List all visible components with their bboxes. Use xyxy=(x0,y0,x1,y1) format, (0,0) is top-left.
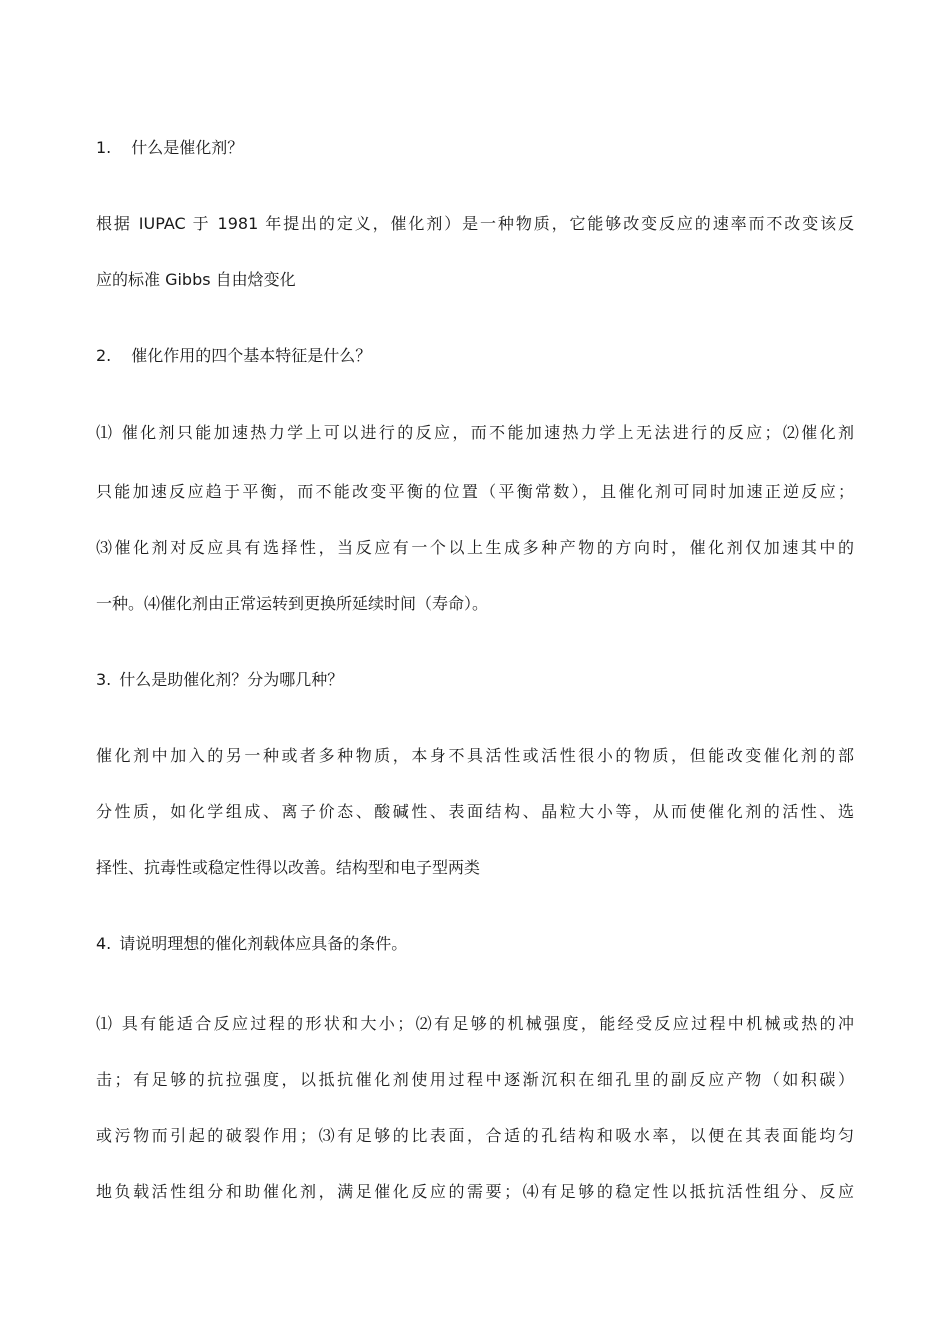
answer-2-line-1: ⑴ 催化剂只能加速热力学上可以进行的反应，而不能加速热力学上无法进行的反应；⑵催化剂 xyxy=(96,423,854,442)
question-2-number: 2. xyxy=(96,346,112,365)
answer-1-line-2: 应的标准 Gibbs 自由焓变化 xyxy=(96,270,296,289)
question-4-heading xyxy=(96,932,854,956)
question-1-heading xyxy=(96,136,854,160)
answer-3-line-1: 催化剂中加入的另一种或者多种物质，本身不具活性或活性很小的物质，但能改变催化剂的部 xyxy=(96,746,854,765)
answer-2-line-3: ⑶催化剂对反应具有选择性，当反应有一个以上生成多种产物的方向时，催化剂仅加速其中的 xyxy=(96,538,854,557)
answer-2-line-4: 一种。⑷催化剂由正常运转到更换所延续时间（寿命）。 xyxy=(96,594,489,613)
answer-1-line-1: 根据 IUPAC 于 1981 年提出的定义，催化剂）是一种物质，它能够改变反应的速率而不改变该反 xyxy=(96,214,854,233)
answer-2-line-2: 只能加速反应趋于平衡，而不能改变平衡的位置（平衡常数），且催化剂可同时加速正逆反应； xyxy=(96,482,854,501)
question-2-heading xyxy=(96,344,854,368)
answer-4-line-2: 击；有足够的抗拉强度，以抵抗催化剂使用过程中逐渐沉积在细孔里的副反应产物（如积碳） xyxy=(96,1070,854,1089)
answer-3-line-3: 择性、抗毒性或稳定性得以改善。结构型和电子型两类 xyxy=(96,858,481,877)
question-3-number: 3. xyxy=(96,670,112,689)
question-3-title: 什么是助催化剂？分为哪几种？ xyxy=(119,670,344,689)
question-3-heading xyxy=(96,668,854,692)
answer-4-line-4: 地负载活性组分和助催化剂，满足催化反应的需要；⑷有足够的稳定性以抵抗活性组分、反应 xyxy=(96,1182,854,1201)
answer-4-line-1: ⑴ 具有能适合反应过程的形状和大小；⑵有足够的机械强度，能经受反应过程中机械或热的冲 xyxy=(96,1014,854,1033)
question-1-title: 什么是催化剂？ xyxy=(131,138,244,157)
question-2-title: 催化作用的四个基本特征是什么？ xyxy=(131,346,372,365)
answer-3-line-2: 分性质，如化学组成、离子价态、酸碱性、表面结构、晶粒大小等，从而使催化剂的活性、选 xyxy=(96,802,854,821)
question-4-number: 4. xyxy=(96,934,112,953)
question-1-number: 1. xyxy=(96,138,112,157)
question-4-title: 请说明理想的催化剂载体应具备的条件。 xyxy=(119,934,408,953)
answer-4-line-3: 或污物而引起的破裂作用；⑶有足够的比表面，合适的孔结构和吸水率，以便在其表面能均匀 xyxy=(96,1126,854,1145)
